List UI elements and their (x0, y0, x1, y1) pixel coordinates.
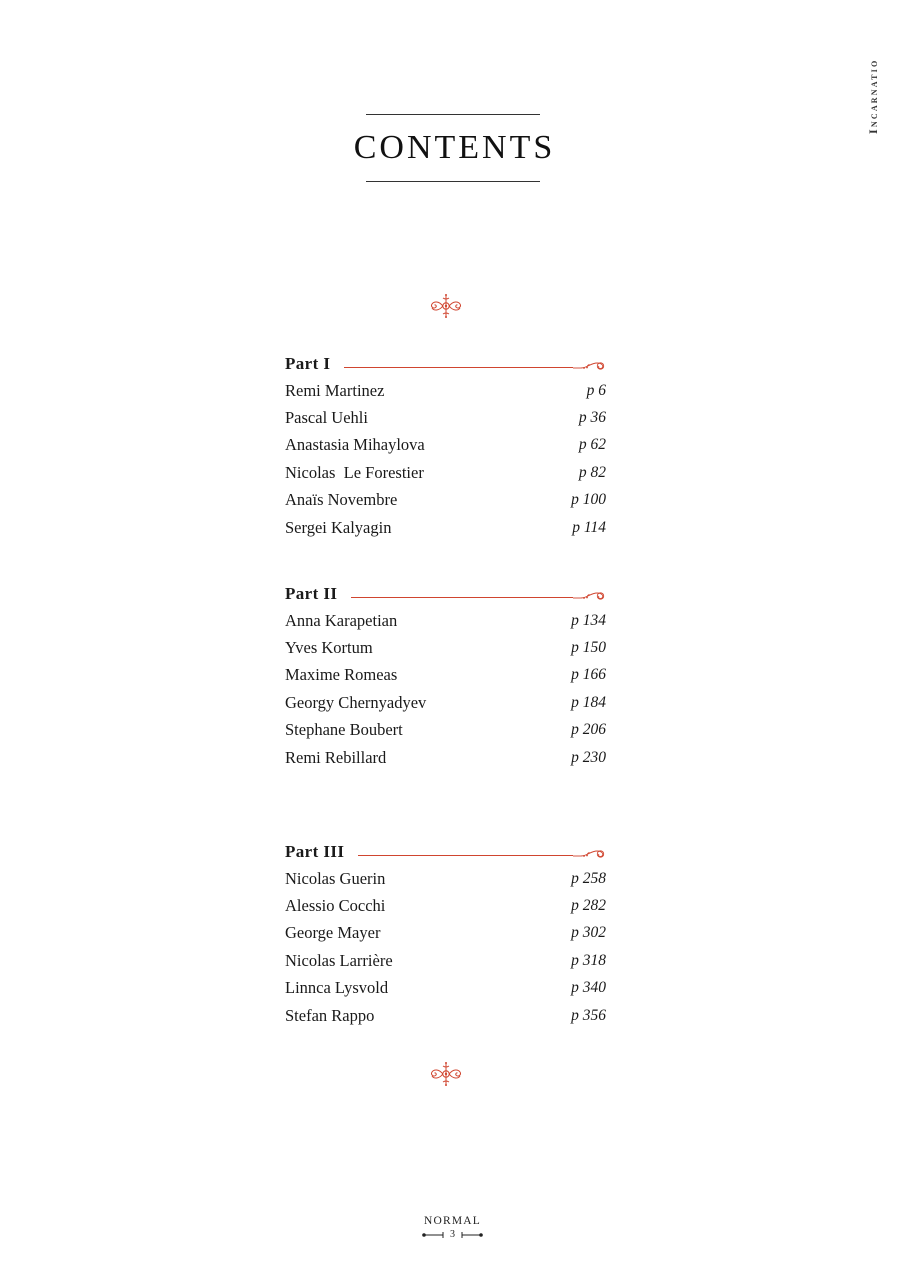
entry-name: Anastasia Mihaylova (285, 435, 425, 455)
section-label: Part I (285, 354, 331, 373)
entry-page: p 150 (571, 639, 606, 657)
entry-name: Anna Karapetian (285, 610, 398, 630)
section-part-1 (285, 351, 607, 541)
entry-name: Nicolas Guerin (285, 868, 386, 888)
entry-name: Yves Kortum (285, 638, 373, 658)
section-label: Part II (285, 584, 338, 603)
page-number-indicator (0, 1229, 905, 1240)
entry-page: p 206 (571, 721, 606, 739)
title-block (0, 114, 905, 182)
entry-page: p 230 (571, 748, 606, 766)
swirl-flourish-icon (573, 587, 607, 601)
entry-page: p 82 (578, 463, 606, 481)
entry-name: Remi Rebillard (285, 747, 387, 767)
right-arrow-icon (461, 1231, 483, 1239)
toc-entry[interactable] (285, 634, 607, 661)
entry-page: p 282 (571, 897, 606, 915)
toc-entry[interactable] (285, 377, 607, 404)
entry-name: Nicolas Larrière (285, 950, 393, 970)
toc-entry[interactable] (285, 920, 607, 947)
entry-page: p 356 (571, 1006, 606, 1024)
section-header (285, 581, 607, 607)
running-title: Incarnatio (866, 58, 880, 134)
entry-name: Remi Martinez (285, 380, 385, 400)
entry-name: George Mayer (285, 923, 381, 943)
toc-entry[interactable] (285, 717, 607, 744)
toc-entry[interactable] (285, 744, 607, 771)
page-title: CONTENTS (353, 129, 556, 166)
section-rule (358, 855, 573, 856)
entry-name: Linnca Lysvold (285, 978, 389, 998)
entry-page: p 318 (571, 951, 606, 969)
flourish-ornament-icon (428, 1060, 464, 1088)
toc-entry[interactable] (285, 947, 607, 974)
entry-page: p 134 (571, 611, 606, 629)
page-number: 3 (450, 1229, 455, 1240)
section-rule (344, 367, 573, 368)
toc-entry[interactable] (285, 487, 607, 514)
toc-entry[interactable] (285, 892, 607, 919)
entry-page: p 62 (578, 436, 606, 454)
entry-name: Georgy Chernyadyev (285, 692, 427, 712)
toc-entry[interactable] (285, 1002, 607, 1029)
entry-page: p 114 (572, 518, 606, 536)
toc-entry[interactable] (285, 975, 607, 1002)
entry-name: Alessio Cocchi (285, 896, 386, 916)
toc-entry[interactable] (285, 662, 607, 689)
page-footer (0, 1214, 905, 1240)
toc-entry[interactable] (285, 432, 607, 459)
section-label: Part III (285, 842, 345, 861)
entry-name: Stephane Boubert (285, 720, 403, 740)
entry-name: Pascal Uehli (285, 408, 368, 428)
entry-name: Sergei Kalyagin (285, 517, 392, 537)
section-part-2 (285, 581, 607, 771)
footer-label: NORMAL (423, 1215, 482, 1227)
toc-entry[interactable] (285, 865, 607, 892)
toc-entry[interactable] (285, 607, 607, 634)
toc-entry[interactable] (285, 404, 607, 431)
entry-page: p 258 (571, 869, 606, 887)
swirl-flourish-icon (573, 357, 607, 371)
entry-page: p 184 (571, 693, 606, 711)
entry-name: Stefan Rappo (285, 1005, 375, 1025)
title-rule-bottom (366, 181, 540, 182)
section-header (285, 839, 607, 865)
entry-page: p 6 (586, 381, 606, 399)
entry-page: p 166 (571, 666, 606, 684)
entry-name: Anaïs Novembre (285, 490, 398, 510)
flourish-ornament-icon (428, 292, 464, 320)
entry-page: p 100 (571, 491, 606, 509)
toc-entry[interactable] (285, 459, 607, 486)
toc-entry[interactable] (285, 514, 607, 541)
swirl-flourish-icon (573, 845, 607, 859)
entry-name: Maxime Romeas (285, 665, 398, 685)
section-rule (351, 597, 573, 598)
entry-page: p 302 (571, 924, 606, 942)
title-rule-top (366, 114, 540, 115)
toc-entry[interactable] (285, 689, 607, 716)
entry-page: p 36 (578, 409, 606, 427)
section-header (285, 351, 607, 377)
left-arrow-icon (422, 1231, 444, 1239)
entry-page: p 340 (571, 979, 606, 997)
section-part-3 (285, 839, 607, 1029)
entry-name: Nicolas Le Forestier (285, 462, 424, 482)
